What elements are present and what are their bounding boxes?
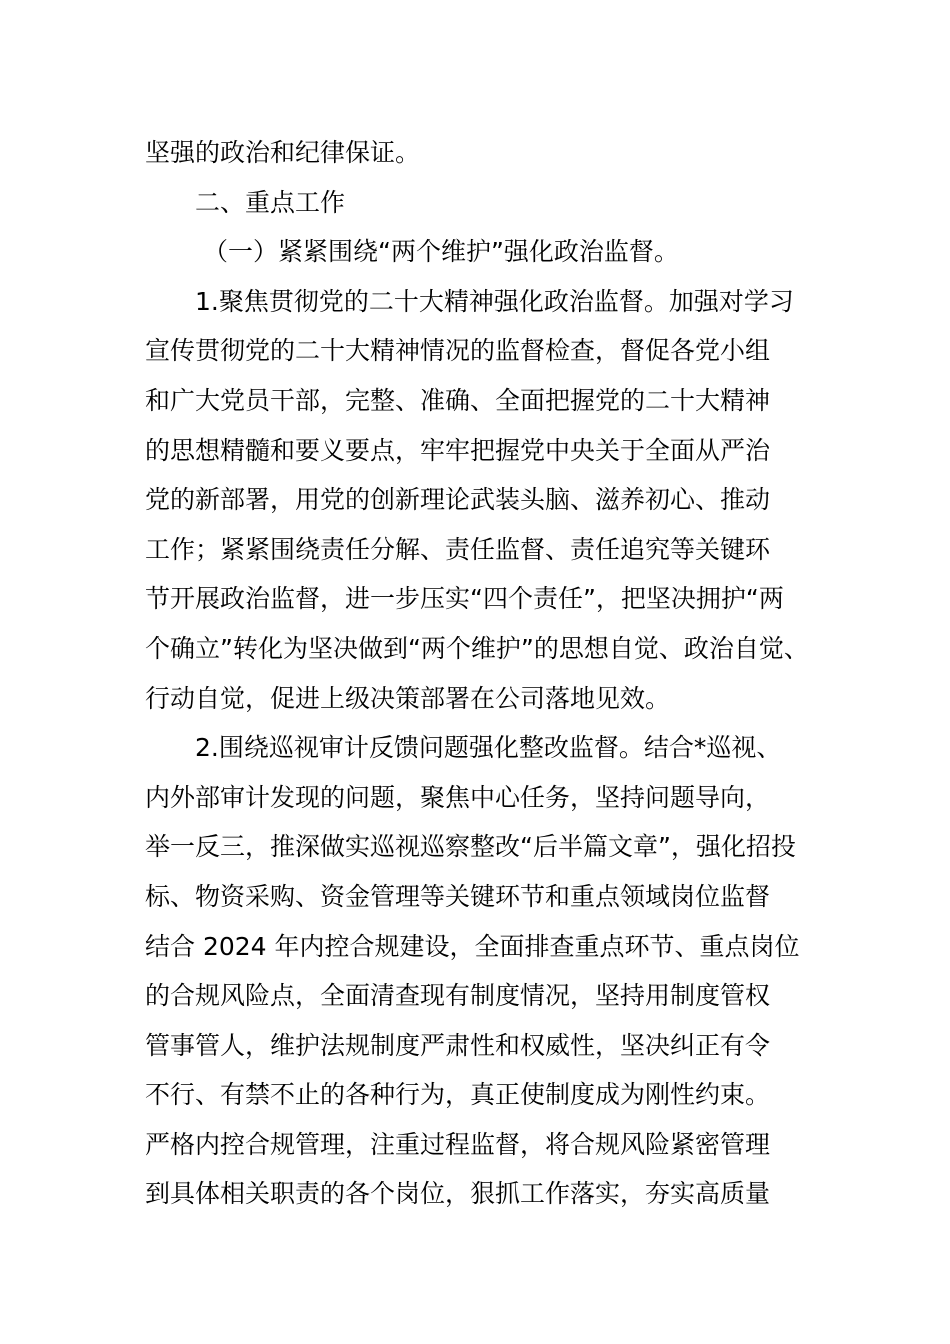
paragraph-line: 坚强的政治和纪律保证。 [145, 138, 421, 167]
paragraph-line: 管事管人，维护法规制度严肃性和权威性，坚决纠正有令 [145, 1030, 771, 1060]
paragraph-line: 的合规风险点，全面清查现有制度情况，坚持用制度管权 [145, 981, 771, 1011]
paragraph-line: 2.围绕巡视审计反馈问题强化整改监督。结合*巡视、 [195, 733, 782, 763]
paragraph-line: 内外部审计发现的问题，聚焦中心任务，坚持问题导向， [145, 782, 771, 812]
paragraph-line: 的思想精髓和要义要点，牢牢把握党中央关于全面从严治 [145, 435, 771, 465]
document-body [145, 128, 825, 1219]
paragraph-line: 宣传贯彻党的二十大精神情况的监督检查，督促各党小组 [145, 336, 771, 366]
paragraph-line: 行动自觉，促进上级决策部署在公司落地见效。 [145, 683, 671, 713]
section-heading: 二、重点工作 [195, 187, 346, 217]
paragraph-line: 党的新部署，用党的创新理论武装头脑、滋养初心、推动 [145, 485, 771, 515]
paragraph-line: 结合 2024 年内控合规建设，全面排查重点环节、重点岗位 [145, 931, 800, 961]
paragraph-line: 工作；紧紧围绕责任分解、责任监督、责任追究等关键环 [145, 534, 771, 564]
paragraph-line: 严格内控合规管理，注重过程监督，将合规风险紧密管理 [145, 1129, 771, 1159]
subsection-heading: （一）紧紧围绕“两个维护”强化政治监督。 [203, 237, 679, 267]
paragraph-line: 标、物资采购、资金管理等关键环节和重点领域岗位监督 [145, 881, 771, 911]
paragraph-line: 不行、有禁不止的各种行为，真正使制度成为刚性约束。 [145, 1080, 771, 1110]
paragraph-line: 1.聚焦贯彻党的二十大精神强化政治监督。加强对学习 [195, 286, 794, 316]
paragraph-line: 举一反三，推深做实巡视巡察整改“后半篇文章”，强化招投 [145, 832, 796, 862]
paragraph-line: 节开展政治监督，进一步压实“四个责任”，把坚决拥护“两 [145, 584, 784, 614]
paragraph-line: 个确立”转化为坚决做到“两个维护”的思想自觉、政治自觉、 [145, 633, 809, 663]
paragraph-line: 到具体相关职责的各个岗位，狠抓工作落实，夯实高质量 [145, 1179, 771, 1209]
paragraph-line: 和广大党员干部，完整、准确、全面把握党的二十大精神 [145, 385, 771, 415]
